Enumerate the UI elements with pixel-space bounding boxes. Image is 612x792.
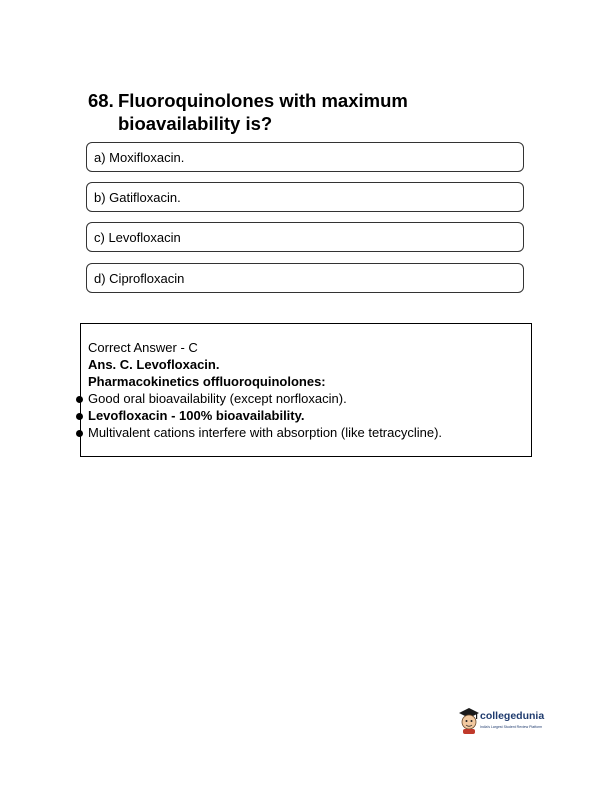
bullet-dot: [76, 430, 83, 437]
option-a[interactable]: a) Moxifloxacin.: [86, 142, 524, 172]
answer-line: Ans. C. Levofloxacin.: [88, 357, 220, 372]
explanation-heading: Pharmacokinetics offluoroquinolones:: [88, 374, 326, 389]
option-b[interactable]: b) Gatifloxacin.: [86, 182, 524, 212]
bullet-dot: [76, 413, 83, 420]
option-c[interactable]: c) Levofloxacin: [86, 222, 524, 252]
logo-tagline: India's Largest Student Review Platform: [480, 725, 543, 729]
answer-box: [80, 323, 532, 457]
option-d[interactable]: d) Ciprofloxacin: [86, 263, 524, 293]
bullet-item: Multivalent cations interfere with absorption (like tetracycline).: [88, 425, 443, 440]
logo-name: collegedunia: [480, 710, 545, 722]
question-number: 68.: [88, 90, 114, 111]
bullet-item: Levofloxacin - 100% bioavailability.: [88, 408, 305, 423]
bullet-item: Good oral bioavailability (except norfloxacin).: [88, 391, 347, 406]
question-text: Fluoroquinolones with maximum bioavailability is?: [118, 90, 408, 134]
bullet-dot: [76, 396, 83, 403]
graduate-mascot-icon: [458, 707, 480, 735]
collegedunia-logo: [458, 705, 554, 741]
correct-answer-line: Correct Answer - C: [88, 340, 198, 355]
